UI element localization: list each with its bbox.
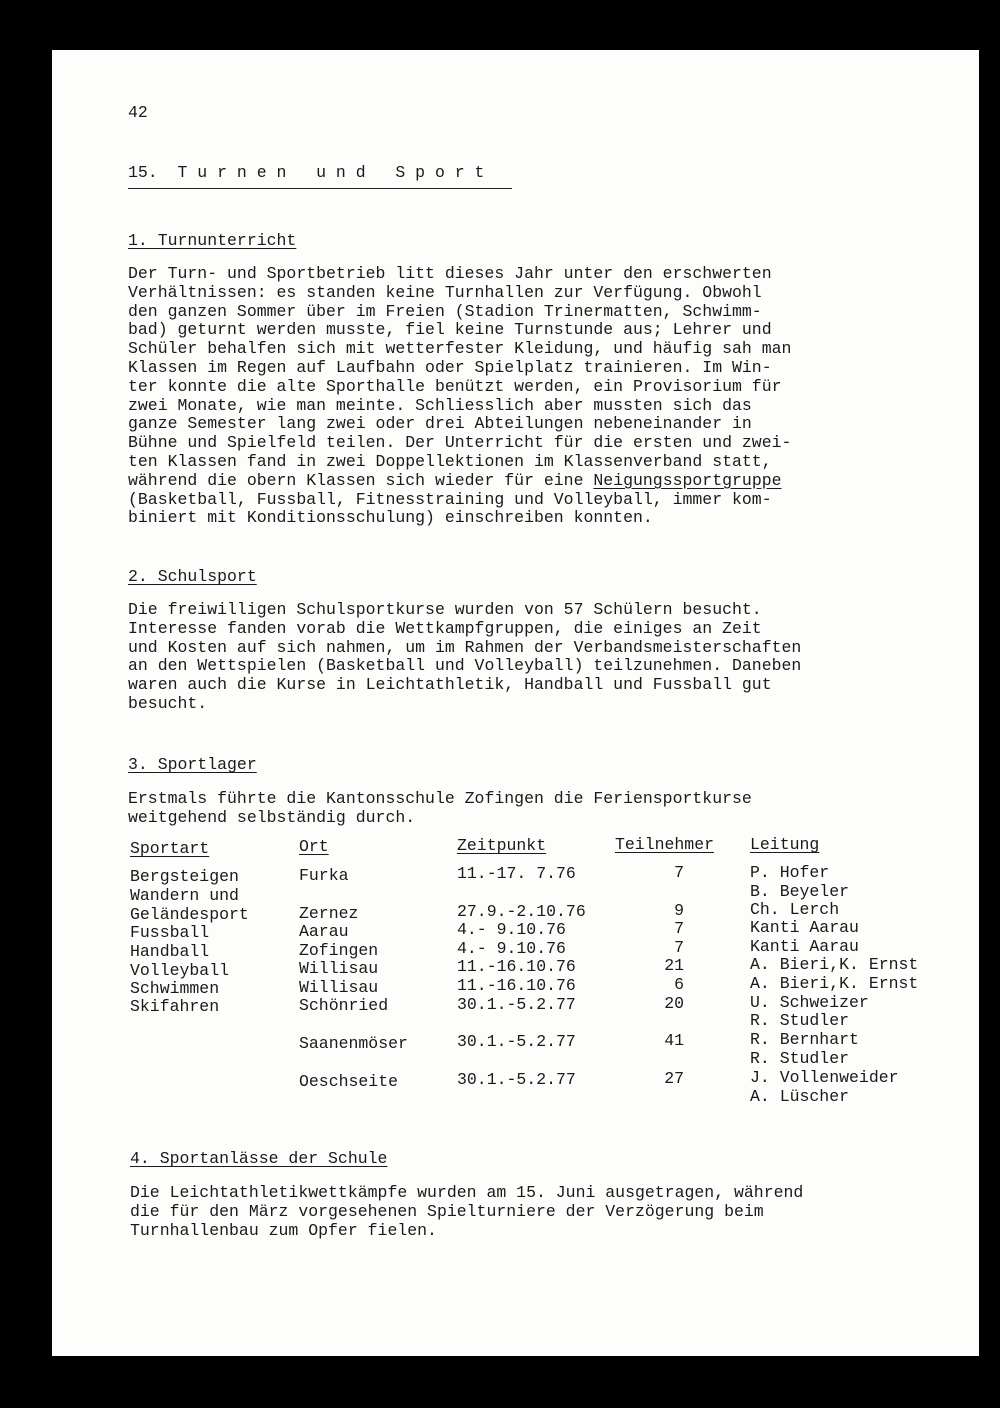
zeitpunkt-cell: 11.-16.10.76	[457, 976, 576, 995]
text-line: Die freiwilligen Schulsportkurse wurden von 57 Schülern besucht.	[128, 600, 762, 619]
leitung-cell: A. Lüscher	[750, 1087, 850, 1106]
text-line: Schüler behalfen sich mit wetterfester Kleidung, und häufig sah man	[128, 339, 792, 359]
sportart-cell: Geländesport	[130, 905, 249, 924]
text-line: bad) geturnt werden musste, fiel keine Turnstunde aus; Lehrer und	[128, 320, 772, 340]
ort-cell: Aarau	[299, 922, 349, 941]
text-line: ter konnte die alte Sporthalle benützt werden, ein Provisorium für	[128, 376, 782, 396]
section-heading-sportanlaesse: 4. Sportanlässe der Schule	[130, 1149, 388, 1168]
teilnehmer-cell: 20	[664, 994, 684, 1013]
text-line: weitgehend selbständig durch.	[128, 807, 416, 827]
title-underline	[128, 188, 512, 189]
text-line: ten Klassen fand in zwei Doppellektionen im Klassenverband statt,	[128, 451, 772, 471]
teilnehmer-cell: 41	[664, 1031, 684, 1050]
ort-cell: Furka	[299, 866, 349, 885]
teilnehmer-cell: 7	[674, 919, 684, 938]
zeitpunkt-cell: 30.1.-5.2.77	[457, 1070, 576, 1089]
text-line: Klassen im Regen auf Laufbahn oder Spielplatz trainieren. Im Win-	[128, 357, 772, 377]
text-line: Interesse fanden vorab die Wettkampfgruppen, die einiges an Zeit	[128, 618, 762, 638]
zeitpunkt-cell: 27.9.-2.10.76	[457, 902, 586, 921]
text-line: Erstmals führte die Kantonsschule Zofingen die Feriensportkurse	[128, 789, 752, 808]
paragraph-turnunterricht	[128, 265, 928, 528]
header-sportart: Sportart	[130, 839, 210, 858]
leitung-cell: R. Bernhart	[750, 1030, 859, 1049]
text-line: und Kosten auf sich nahmen, um im Rahmen der Verbandsmeisterschaften	[128, 637, 802, 657]
sportart-cell: Bergsteigen	[130, 867, 239, 886]
leitung-cell: J. Vollenweider	[750, 1068, 899, 1087]
leitung-cell: U. Schweizer	[750, 993, 869, 1012]
teilnehmer-cell: 9	[674, 901, 684, 920]
text-line: die für den März vorgesehenen Spielturniere der Verzögerung beim	[130, 1201, 764, 1221]
ort-cell: Schönried	[299, 996, 389, 1015]
leitung-cell: A. Bieri,K. Ernst	[750, 974, 919, 993]
leitung-cell: Ch. Lerch	[750, 900, 840, 919]
header-ort: Ort	[299, 837, 329, 856]
document-page	[52, 50, 979, 1356]
zeitpunkt-cell: 11.-16.10.76	[457, 957, 576, 976]
ort-cell: Saanenmöser	[299, 1034, 408, 1053]
teilnehmer-cell: 6	[674, 975, 684, 994]
header-zeitpunkt: Zeitpunkt	[457, 836, 547, 855]
zeitpunkt-cell: 30.1.-5.2.77	[457, 1032, 576, 1051]
header-leitung: Leitung	[750, 835, 820, 854]
text-line: besucht.	[128, 693, 208, 713]
text-line: Turnhallenbau zum Opfer fielen.	[130, 1220, 437, 1240]
sportart-cell: Skifahren	[130, 997, 220, 1016]
text-line: waren auch die Kurse in Leichtathletik, Handball und Fussball gut	[128, 675, 772, 695]
text-line: zwei Monate, wie man meinte. Schliesslich aber mussten sich das	[128, 395, 752, 415]
paragraph-sportlager	[128, 790, 928, 828]
text-line: an den Wettspielen (Basketball und Volleyball) teilzunehmen. Daneben	[128, 656, 802, 676]
header-teilnehmer: Teilnehmer	[615, 835, 715, 854]
section-heading-sportlager: 3. Sportlager	[128, 755, 257, 774]
text-fragment: während die obern Klassen sich wieder für eine	[128, 470, 594, 490]
teilnehmer-cell: 7	[674, 938, 684, 957]
teilnehmer-cell: 7	[674, 863, 684, 882]
leitung-cell: Kanti Aarau	[750, 918, 859, 937]
leitung-cell: Kanti Aarau	[750, 937, 859, 956]
text-line: Verhältnissen: es standen keine Turnhallen zur Verfügung. Obwohl	[128, 282, 762, 302]
underlined-term: Neigungssportgruppe	[593, 470, 782, 490]
sportart-cell: Schwimmen	[130, 979, 220, 998]
text-line: Der Turn- und Sportbetrieb litt dieses Jahr unter den erschwerten	[128, 264, 772, 283]
ort-cell: Willisau	[299, 978, 379, 997]
leitung-cell: R. Studler	[750, 1011, 850, 1030]
section-heading-schulsport: 2. Schulsport	[128, 567, 257, 586]
paragraph-sportanlaesse	[130, 1184, 930, 1240]
leitung-cell: P. Hofer	[750, 863, 830, 882]
text-line: Die Leichtathletikwettkämpfe wurden am 15. Juni ausgetragen, während	[130, 1183, 804, 1202]
leitung-cell: R. Studler	[750, 1049, 850, 1068]
ort-cell: Oeschseite	[299, 1072, 399, 1091]
teilnehmer-cell: 21	[664, 956, 684, 975]
sportart-cell: Handball	[130, 942, 210, 961]
sportart-cell: Fussball	[130, 923, 210, 942]
zeitpunkt-cell: 4.- 9.10.76	[457, 920, 566, 939]
leitung-cell: B. Beyeler	[750, 882, 850, 901]
text-line: biniert mit Konditionsschulung) einschreiben konnten.	[128, 508, 653, 528]
sportart-cell: Wandern und	[130, 886, 239, 905]
teilnehmer-cell: 27	[664, 1069, 684, 1088]
zeitpunkt-cell: 30.1.-5.2.77	[457, 995, 576, 1014]
section-heading-turnunterricht: 1. Turnunterricht	[128, 231, 297, 250]
ort-cell: Willisau	[299, 959, 379, 978]
paragraph-schulsport	[128, 601, 928, 714]
leitung-cell: A. Bieri,K. Ernst	[750, 955, 919, 974]
ort-cell: Zofingen	[299, 941, 379, 960]
page-number: 42	[128, 103, 148, 122]
text-line: den ganzen Sommer über im Freien (Stadion Trinermatten, Schwimm-	[128, 301, 762, 321]
sportart-cell: Volleyball	[130, 961, 230, 980]
ort-cell: Zernez	[299, 904, 359, 923]
text-line	[128, 472, 928, 491]
text-line: Bühne und Spielfeld teilen. Der Unterricht für die ersten und zwei-	[128, 433, 792, 453]
zeitpunkt-cell: 11.-17. 7.76	[457, 864, 576, 883]
text-line: (Basketball, Fussball, Fitnesstraining und Volleyball, immer kom-	[128, 489, 772, 509]
text-line: ganze Semester lang zwei oder drei Abteilungen nebeneinander in	[128, 414, 752, 434]
chapter-title: 15. T u r n e n u n d S p o r t	[128, 163, 485, 182]
zeitpunkt-cell: 4.- 9.10.76	[457, 939, 566, 958]
